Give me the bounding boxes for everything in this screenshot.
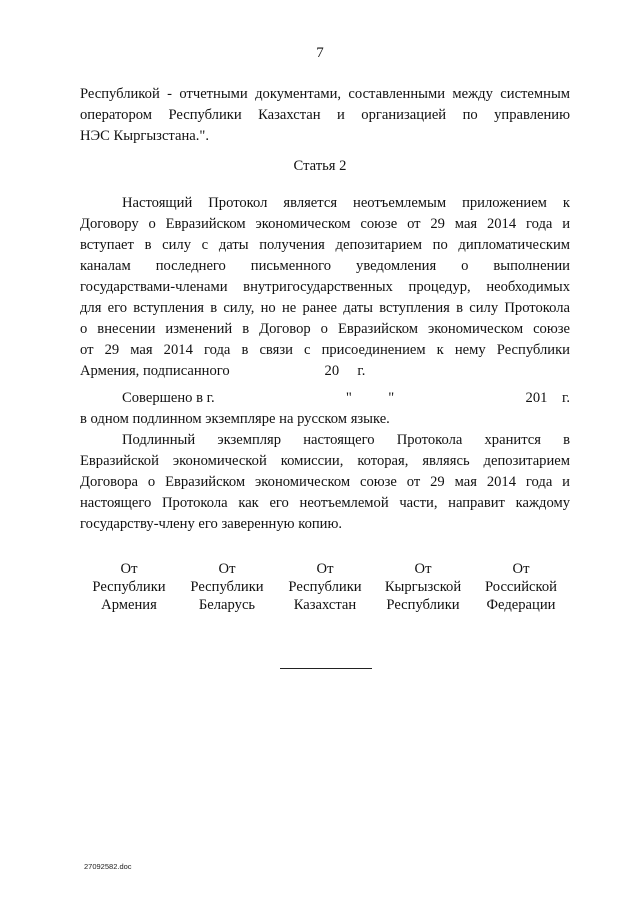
done-at-date-quotes: " "	[345, 390, 395, 406]
signatory-line: Федерации	[486, 597, 556, 613]
text-line: Договору о Евразийском экономическом союзе от 29 мая 2014 года и	[80, 216, 570, 232]
signatory-line: Республики	[288, 579, 362, 595]
signatories-row	[80, 560, 570, 614]
text-line: настоящего Протокола как его неотъемлемой части, направит каждому	[80, 495, 570, 511]
done-at-year: 201 г.	[525, 390, 570, 406]
original-paragraph	[80, 430, 570, 535]
text-line: государству-члену его заверенную копию.	[80, 516, 343, 532]
signatory-line: От	[316, 561, 334, 577]
signatory-line: Армения	[101, 597, 157, 613]
text-line: Подлинный экземпляр настоящего Протокола хранится в	[122, 432, 570, 448]
text-line: государствами-членами внутригосударственных процедур, необходимых	[80, 279, 570, 295]
signatory-kyrgyzstan	[374, 560, 472, 614]
signatory-line: От	[120, 561, 138, 577]
footer-file-code: 27092582.doc	[84, 862, 132, 871]
signatory-line: Республики	[190, 579, 264, 595]
signatory-russia	[472, 560, 570, 614]
text-line: от 29 мая 2014 года в связи с присоединением к нему Республики	[80, 342, 570, 358]
done-at-city: Совершено в г.	[122, 390, 215, 406]
signatory-line: Казахстан	[293, 597, 357, 613]
signatory-belarus	[178, 560, 276, 614]
signatory-line: От	[218, 561, 236, 577]
signatory-kazakhstan	[276, 560, 374, 614]
text-line: Армения, подписанного 20 г.	[80, 363, 366, 379]
text-line: о внесении изменений в Договор о Евразийском экономическом союзе	[80, 321, 570, 337]
signatory-line: Республики	[92, 579, 166, 595]
done-at-line	[80, 388, 570, 409]
text-line: каналам последнего письменного уведомления о выполнении	[80, 258, 570, 274]
text-line: Настоящий Протокол является неотъемлемым приложением к	[122, 195, 570, 211]
text-line: в одном подлинном экземпляре на русском языке.	[80, 411, 390, 427]
text-line: Республикой - отчетными документами, составленными между системным	[80, 86, 570, 102]
signatory-line: От	[414, 561, 432, 577]
text-line: Евразийской экономической комиссии, которая, являясь депозитарием	[80, 453, 570, 469]
continuation-paragraph	[80, 84, 570, 147]
text-line: вступает в силу с даты получения депозитарием по дипломатическим	[80, 237, 570, 253]
text-line: Договора о Евразийском экономическом союзе от 29 мая 2014 года и	[80, 474, 570, 490]
article-paragraph	[80, 193, 570, 382]
signatory-line: От	[512, 561, 530, 577]
signatory-line: Республики	[386, 597, 460, 613]
signatory-armenia	[80, 560, 178, 614]
text-line: НЭС Кыргызстана.".	[80, 128, 209, 144]
page-number: 7	[316, 45, 324, 61]
signatory-line: Кыргызской	[384, 579, 462, 595]
end-divider	[280, 668, 372, 669]
text-line: для его вступления в силу, но не ранее даты вступления в силу Протокола	[80, 300, 570, 316]
signatory-line: Российской	[485, 579, 557, 595]
signatory-line: Беларусь	[198, 597, 256, 613]
article-heading: Статья 2	[293, 158, 347, 174]
done-at-block	[80, 388, 570, 430]
text-line: оператором Республики Казахстан и организацией по управлению	[80, 107, 570, 123]
